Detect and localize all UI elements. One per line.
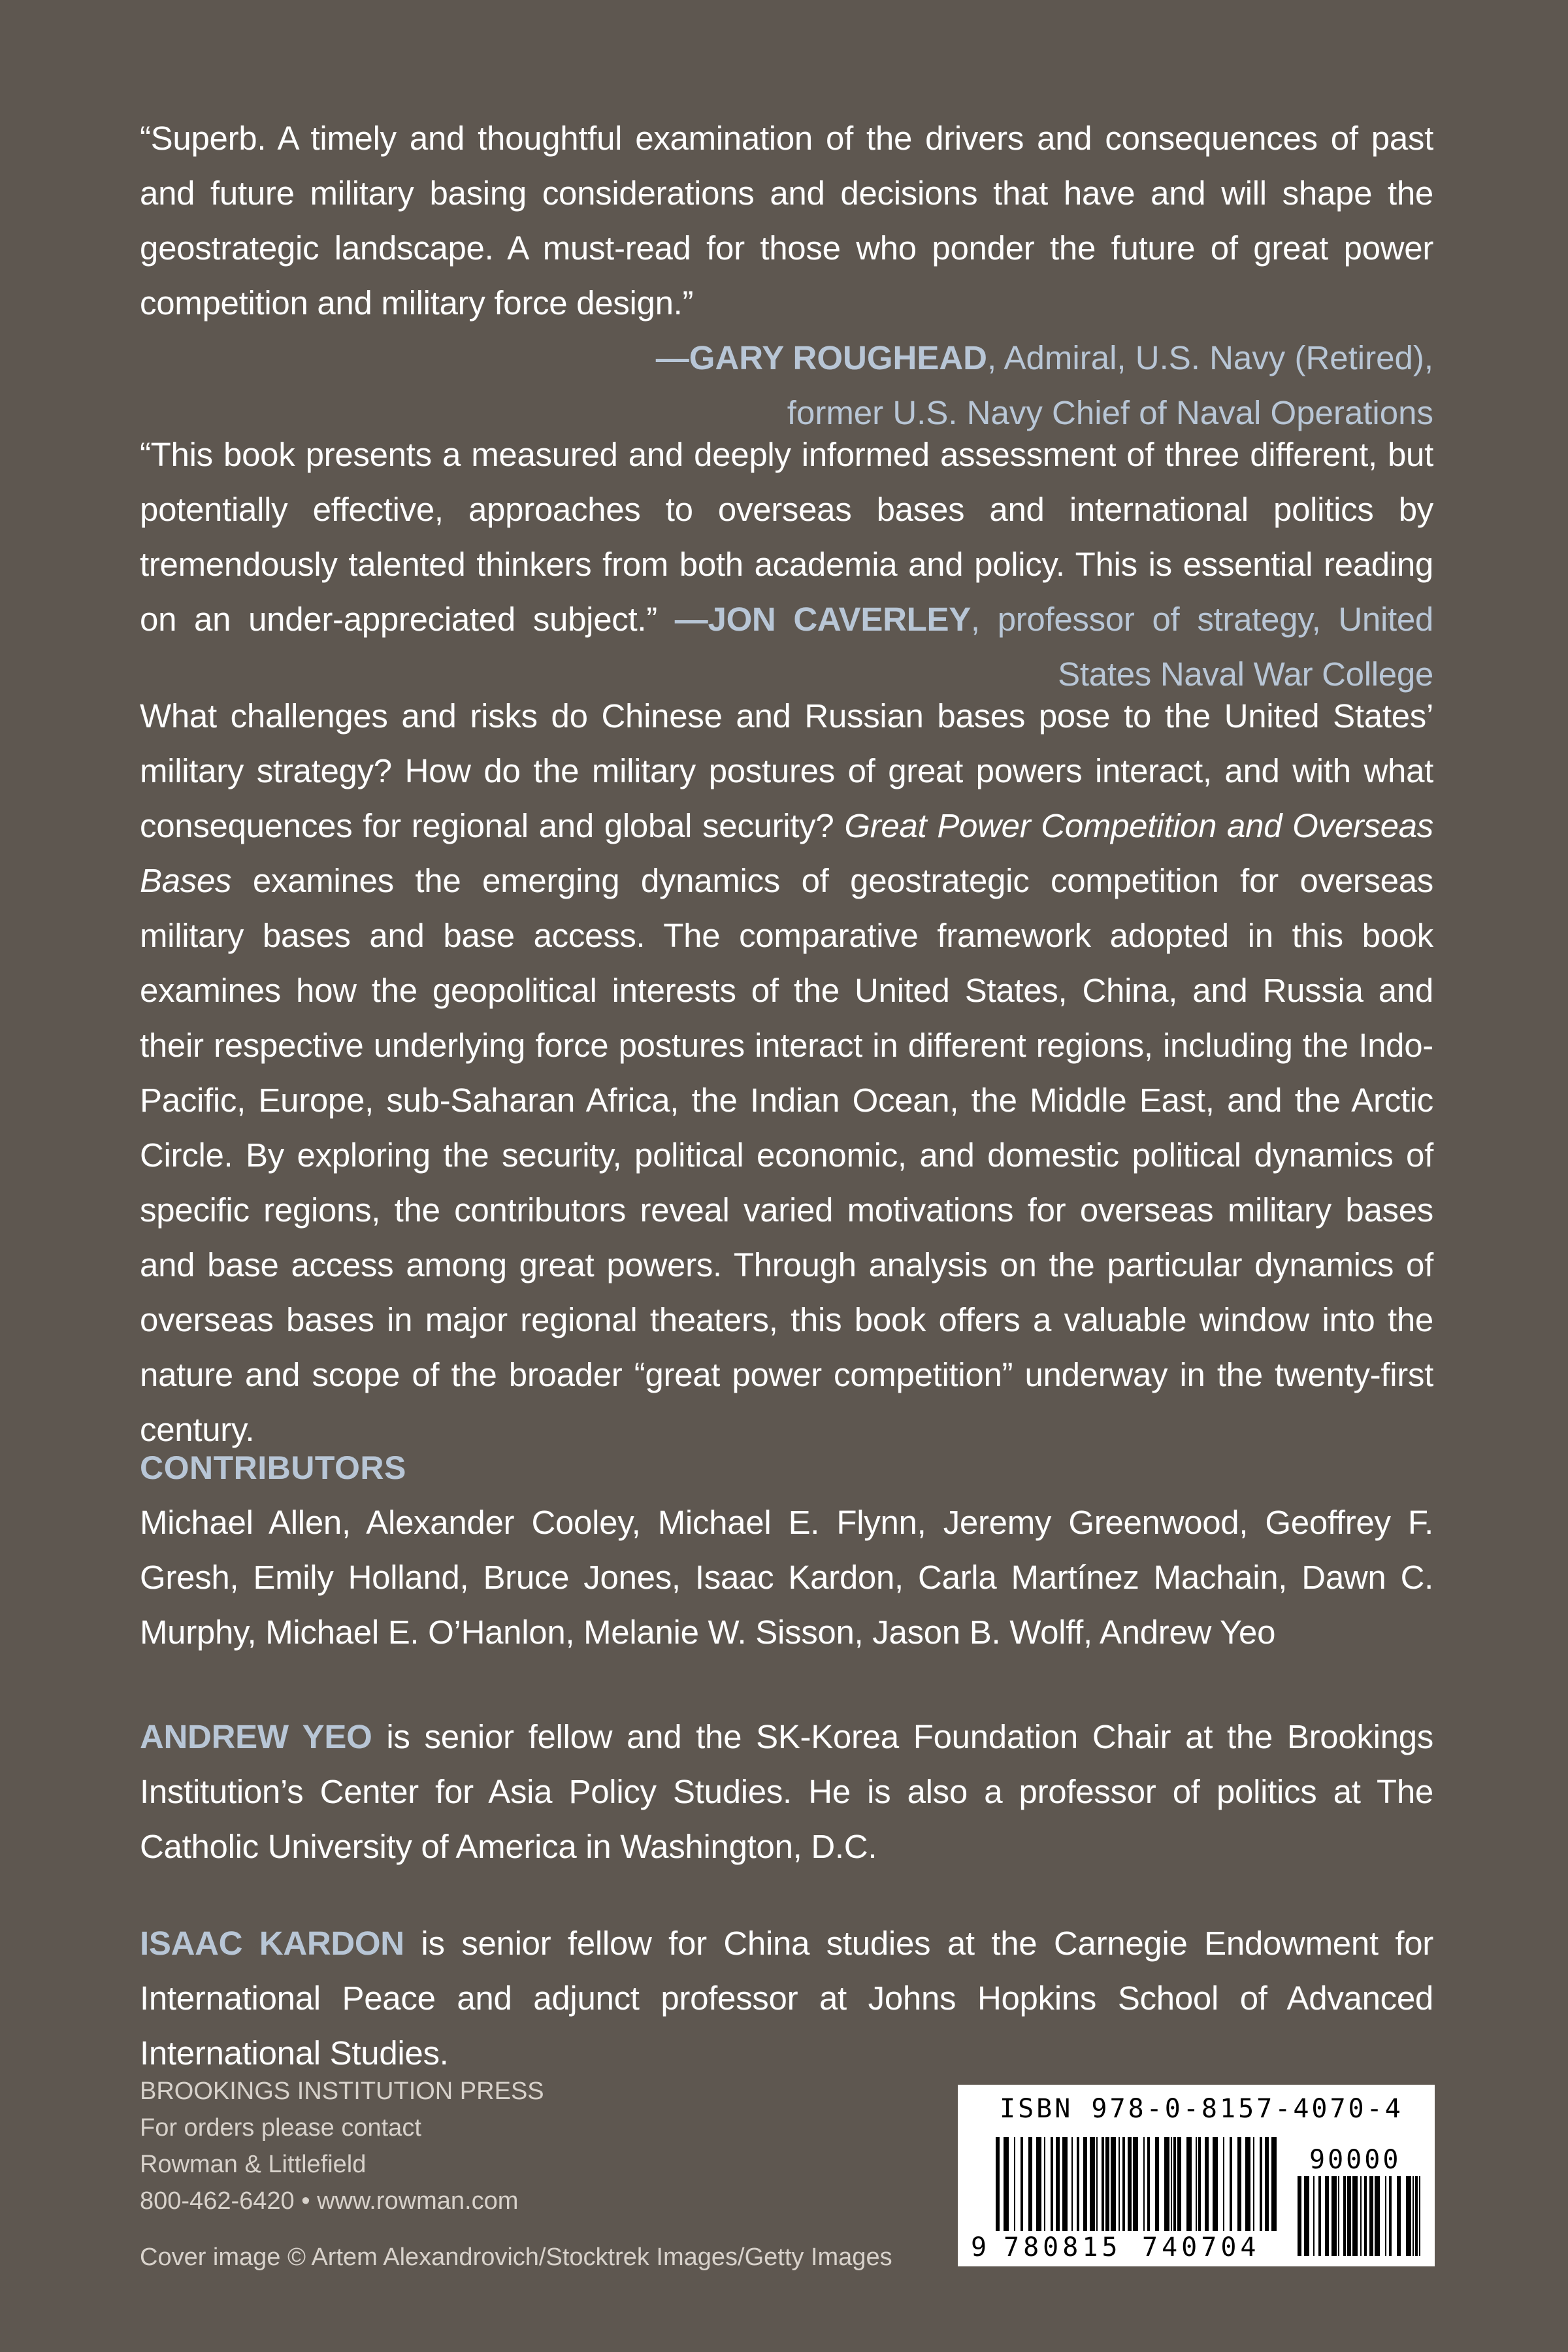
barcode-graphic (958, 2085, 1435, 2266)
barcode-bar (1419, 2176, 1420, 2256)
barcode-bar (1177, 2137, 1181, 2231)
publisher-line-4: 800-462-6420 • www.rowman.com (140, 2187, 519, 2215)
barcode-bar (1415, 2176, 1418, 2256)
bio-andrew-yeo (140, 1710, 1433, 1874)
cover-credit (140, 2239, 989, 2276)
barcode-bar (1111, 2137, 1116, 2231)
quote-body: “This book presents a measured and deeply informed assessment of three different, but potentially effective, approaches to overseas bases and international politics by tremendously talented thinkers from both academia and policy. This is essential reading on an under-appreciated subject.” (140, 436, 1433, 638)
barcode-bar (1260, 2137, 1262, 2231)
barcode-bar (1128, 2137, 1132, 2231)
barcode-bar (1205, 2137, 1209, 2231)
barcode-bar (1413, 2176, 1414, 2256)
barcode-bar (1171, 2137, 1172, 2231)
quote-author: —JON CAVERLEY (657, 601, 971, 638)
cover-credit-text: Cover image © Artem Alexandrovich/Stocktrek Images/Getty Images (140, 2244, 892, 2271)
bio-isaac-kardon (140, 1916, 1433, 2081)
barcode-bar (1343, 2176, 1346, 2256)
publisher-line-2: For orders please contact (140, 2114, 421, 2142)
quote-text: “Superb. A timely and thoughtful examination of the drivers and consequences of past and future military basing considerations and decisions that have and will shape the geostrategic landscape. A must-read for those who ponder the future of great power competition and military force design.” (140, 120, 1433, 322)
barcode-bar (1360, 2176, 1362, 2256)
barcode-bar (1051, 2137, 1053, 2231)
barcode-bar (1028, 2137, 1032, 2231)
price-code: 90000 (1309, 2145, 1401, 2175)
barcode-bar (1325, 2176, 1329, 2256)
barcode-bar (1397, 2176, 1401, 2256)
endorsement-roughead (140, 111, 1433, 440)
barcode-bar (1090, 2137, 1095, 2231)
description-text (140, 689, 1433, 1457)
quote-author-title-2: former U.S. Navy Chief of Naval Operations (787, 394, 1433, 431)
barcode-bar (1298, 2176, 1301, 2256)
barcode-bar (1173, 2137, 1176, 2231)
barcode-bar (1083, 2137, 1087, 2231)
barcode-bar (1347, 2176, 1351, 2256)
quote-text (140, 427, 1433, 702)
barcode-bar (1406, 2176, 1411, 2256)
barcode-bar (1122, 2137, 1125, 2231)
barcode-bar (996, 2137, 1000, 2231)
bio-name: ISAAC KARDON (140, 1925, 404, 1962)
description-part-2: examines the emerging dynamics of geostrategic competition for overseas military bases and base access. The comparative framework adopted in this book examines how the geopolitical interests of the United States, China, and Russia and their respective underlying force postures interact in different regions, including the Indo-Pacific, Europe, sub-Saharan Africa, the Indian Ocean, the Middle East, and the Arctic Circle. By exploring the security, political economic, and domestic political dynamics of specific regions, the contributors reveal varied motivations for overseas military bases and base access among great powers. Through analysis on the particular dynamics of overseas bases in major regional theaters, this book offers a valuable window into the nature and scope of the broader “great power competition” underway in the twenty-first century. (140, 862, 1433, 1448)
barcode-bar (1143, 2137, 1145, 2231)
barcode-bar (1245, 2137, 1250, 2231)
barcode-digits-right: 740704 (1142, 2232, 1260, 2262)
barcode-bar (1077, 2137, 1079, 2231)
barcode-bar (1147, 2137, 1150, 2231)
isbn-label: ISBN 978-0-8157-4070-4 (1000, 2094, 1403, 2124)
publisher-line-3: Rowman & Littlefield (140, 2151, 367, 2178)
barcode-bar (1119, 2137, 1120, 2231)
book-title: Great Power Competition and Overseas Bases (140, 807, 1433, 899)
quote-attribution (140, 331, 1433, 440)
book-description (140, 689, 1433, 1457)
barcode-bar (1253, 2137, 1254, 2231)
bio-text (140, 1916, 1433, 2081)
barcode-digits-left: 780815 (1004, 2232, 1122, 2262)
quote-author-title: , Admiral, U.S. Navy (Retired), (987, 339, 1433, 376)
bio-name: ANDREW YEO (140, 1718, 372, 1755)
barcode-bar (1385, 2176, 1386, 2256)
description-part-1: What challenges and risks do Chinese and Russian bases pose to the United States’ military strategy? How do the military postures of great powers interact, and with what consequences for regional and global security? (140, 697, 1433, 844)
barcode-bar (1014, 2137, 1015, 2231)
bio-body: is senior fellow for China studies at the Carnegie Endowment for International Peace and adjunct professor at Johns Hopkins School of Advanced International Studies. (140, 1925, 1433, 2072)
contributors-section (140, 1440, 1433, 1660)
barcode-digit-first: 9 (971, 2232, 987, 2262)
contributors-list: Michael Allen, Alexander Cooley, Michael E. Flynn, Jeremy Greenwood, Geoffrey F. Gresh, Emily Holland, Bruce Jones, Isaac Kardon, Carla Martínez Machain, Dawn C. Murphy, Michael E. O’Hanlon, Melanie W. Sisson, Jason B. Wolff, Andrew Yeo (140, 1504, 1433, 1651)
publisher-name: BROOKINGS INSTITUTION PRESS (140, 2078, 544, 2105)
barcode-bar (1164, 2137, 1169, 2231)
barcode-bar (1071, 2137, 1073, 2231)
barcode-bar (1056, 2137, 1060, 2231)
barcode-bar (1102, 2137, 1104, 2231)
addon-bars (1298, 2176, 1420, 2256)
barcode-bar (1364, 2176, 1367, 2256)
barcode-bar (1389, 2176, 1392, 2256)
quote-author-title: , professor of strategy, United States Naval War College (970, 601, 1433, 693)
barcode-bar (1021, 2137, 1023, 2231)
barcode-bar (1230, 2137, 1232, 2231)
barcode-bar (1062, 2137, 1068, 2231)
contributors-heading: CONTRIBUTORS (140, 1449, 406, 1486)
barcode-bar (1105, 2137, 1109, 2231)
barcode-bar (1304, 2176, 1309, 2256)
barcode-bar (1331, 2176, 1337, 2256)
barcode-bar (1198, 2137, 1201, 2231)
barcode-bar (1044, 2137, 1045, 2231)
barcode-bar (1265, 2137, 1269, 2231)
barcode-bar (1313, 2176, 1315, 2256)
barcode-bar (1036, 2137, 1041, 2231)
barcode-bar (1196, 2137, 1197, 2231)
endorsement-caverley (140, 427, 1433, 702)
bio-body: is senior fellow and the SK-Korea Foundation Chair at the Brookings Institution’s Center for Asia Policy Studies. He is also a professor of politics at The Catholic University of America in Washington, D.C. (140, 1718, 1433, 1865)
bio-text (140, 1710, 1433, 1874)
barcode-bar (1004, 2137, 1009, 2231)
barcode-bar (1369, 2176, 1373, 2256)
ean13-bars (996, 2137, 1277, 2231)
barcode-bar (1213, 2137, 1218, 2231)
barcode-bar (1096, 2137, 1098, 2231)
barcode-bar (1155, 2137, 1159, 2231)
barcode-bar (1375, 2176, 1380, 2256)
barcode-bar (1237, 2137, 1241, 2231)
publisher-info (140, 2073, 728, 2219)
barcode-bar (1223, 2137, 1224, 2231)
barcode-bar (1133, 2137, 1138, 2231)
barcode-bar (1186, 2137, 1192, 2231)
isbn-barcode (958, 2085, 1435, 2266)
barcode-bar (1271, 2137, 1277, 2231)
barcode-bar (1352, 2176, 1358, 2256)
quote-author: —GARY ROUGHEAD (655, 339, 987, 376)
barcode-bar (1318, 2176, 1321, 2256)
barcode-bar (1338, 2176, 1339, 2256)
